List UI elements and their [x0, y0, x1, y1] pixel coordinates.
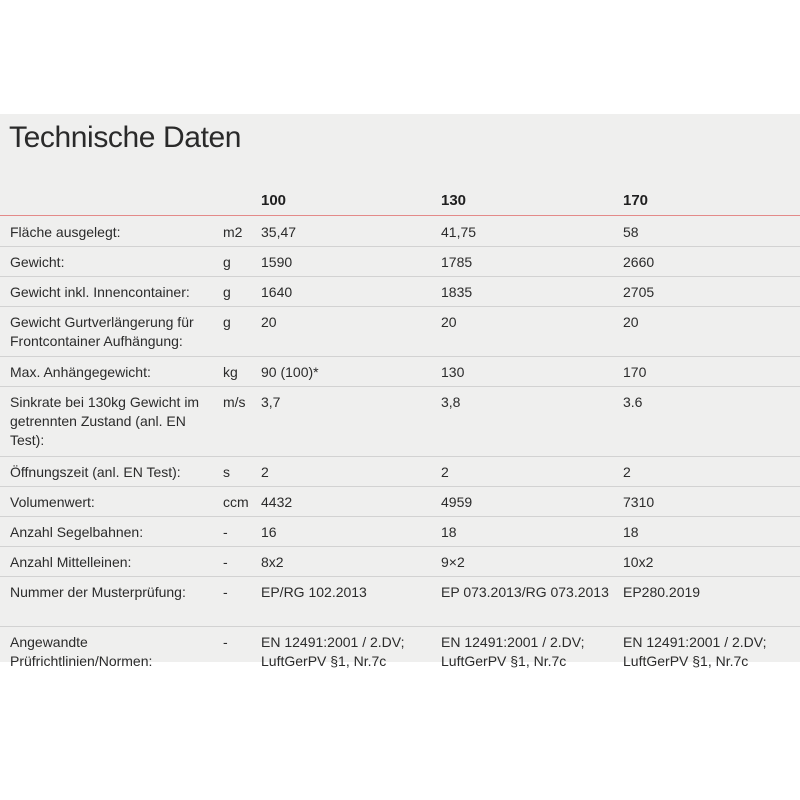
column-header-100: 100 — [261, 192, 287, 209]
value-100: 16 — [261, 524, 277, 540]
row-unit: m2 — [223, 224, 243, 240]
row-unit: - — [223, 584, 228, 600]
value-170: EN 12491:2001 / 2.DV; LuftGerPV §1, Nr.7c — [623, 634, 767, 669]
value-130: 130 — [441, 364, 465, 380]
value-170: EP280.2019 — [623, 584, 701, 600]
row-label: Fläche ausgelegt: — [10, 224, 121, 240]
table-row — [0, 546, 800, 576]
table-row — [0, 516, 800, 546]
value-170: 10x2 — [623, 554, 654, 570]
value-100: EP/RG 102.2013 — [261, 584, 367, 600]
row-label: Sinkrate bei 130kg Gewicht im getrennten Zustand (anl. EN Test): — [10, 394, 200, 448]
table-row — [0, 386, 800, 456]
column-header-170: 170 — [623, 192, 649, 209]
value-130: 1785 — [441, 254, 473, 270]
table-row — [0, 486, 800, 516]
value-170: 2705 — [623, 284, 655, 300]
row-unit: s — [223, 464, 230, 480]
value-100: 35,47 — [261, 224, 297, 240]
value-100: 90 (100)* — [261, 364, 319, 380]
value-130: 20 — [441, 314, 457, 330]
row-label: Nummer der Musterprüfung: — [10, 584, 186, 600]
value-130: 9×2 — [441, 554, 465, 570]
row-unit: kg — [223, 364, 238, 380]
table-row — [0, 306, 800, 356]
row-label: Öffnungszeit (anl. EN Test): — [10, 464, 181, 480]
value-170: 58 — [623, 224, 639, 240]
row-label: Gewicht: — [10, 254, 65, 270]
value-170: 3.6 — [623, 394, 643, 410]
value-170: 20 — [623, 314, 639, 330]
row-unit: m/s — [223, 394, 246, 410]
value-130: 1835 — [441, 284, 473, 300]
value-170: 170 — [623, 364, 647, 380]
table-row — [0, 246, 800, 276]
value-130: 18 — [441, 524, 457, 540]
table-row — [0, 576, 800, 626]
row-label: Anzahl Mittelleinen: — [10, 554, 132, 570]
value-130: 41,75 — [441, 224, 477, 240]
value-130: EN 12491:2001 / 2.DV; LuftGerPV §1, Nr.7c — [441, 634, 585, 669]
table-row — [0, 276, 800, 306]
table-row — [0, 456, 800, 486]
table-row — [0, 626, 800, 669]
value-100: 2 — [261, 464, 269, 480]
row-label: Max. Anhängegewicht: — [10, 364, 151, 380]
row-unit: - — [223, 634, 228, 650]
row-unit: g — [223, 314, 231, 330]
page-title: Technische Daten — [9, 121, 242, 154]
value-100: 1590 — [261, 254, 293, 270]
value-130: EP 073.2013/RG 073.2013 — [441, 584, 609, 600]
value-100: 20 — [261, 314, 277, 330]
value-100: 1640 — [261, 284, 293, 300]
value-100: 3,7 — [261, 394, 281, 410]
value-100: 4432 — [261, 494, 293, 510]
value-130: 3,8 — [441, 394, 461, 410]
row-unit: g — [223, 254, 231, 270]
row-unit: ccm — [223, 494, 249, 510]
table-row — [0, 216, 800, 246]
row-unit: - — [223, 524, 228, 540]
row-unit: g — [223, 284, 231, 300]
value-170: 2 — [623, 464, 631, 480]
value-100: 8x2 — [261, 554, 284, 570]
row-label: Gewicht inkl. Innencontainer: — [10, 284, 190, 300]
row-label: Anzahl Segelbahnen: — [10, 524, 144, 540]
row-unit: - — [223, 554, 228, 570]
row-label: Angewandte Prüfrichtlinien/Normen: — [10, 634, 153, 669]
column-header-130: 130 — [441, 192, 467, 209]
value-170: 7310 — [623, 494, 655, 510]
row-label: Volumenwert: — [10, 494, 95, 510]
value-130: 4959 — [441, 494, 473, 510]
value-130: 2 — [441, 464, 449, 480]
value-170: 18 — [623, 524, 639, 540]
row-label: Gewicht Gurtverlängerung für Frontcontainer Aufhängung: — [10, 314, 194, 349]
table-row — [0, 356, 800, 386]
value-100: EN 12491:2001 / 2.DV; LuftGerPV §1, Nr.7c — [261, 634, 405, 669]
value-170: 2660 — [623, 254, 655, 270]
